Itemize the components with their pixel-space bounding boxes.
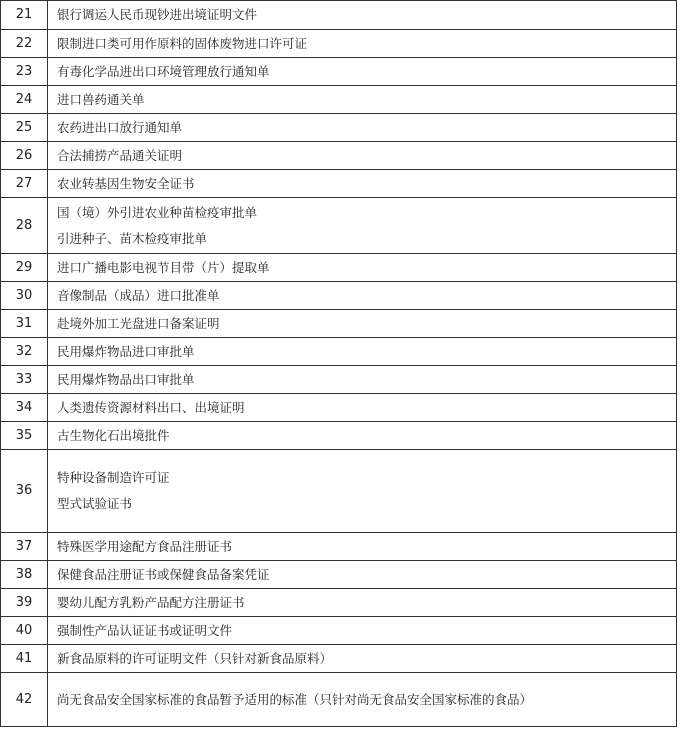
document-name: 民用爆炸物品进口审批单: [57, 343, 195, 359]
row-number: 24: [1, 86, 48, 114]
row-number: 29: [1, 254, 48, 282]
document-name-cell: [48, 645, 677, 673]
document-name-cell: [48, 58, 677, 86]
document-name: 古生物化石出境批件: [57, 427, 170, 443]
row-number: 41: [1, 645, 48, 673]
document-name-cell: [48, 114, 677, 142]
document-name: 婴幼儿配方乳粉产品配方注册证书: [57, 594, 245, 610]
table-row: [1, 114, 677, 142]
document-name-cell: [48, 282, 677, 310]
document-name: 限制进口类可用作原料的固体废物进口许可证: [57, 35, 308, 51]
document-name-cell: [48, 366, 677, 394]
table-row: [1, 422, 677, 450]
table-row: [1, 198, 677, 254]
table-row: [1, 366, 677, 394]
document-name: 型式试验证书: [57, 496, 133, 511]
row-number: 34: [1, 394, 48, 422]
table-row: [1, 589, 677, 617]
row-number: 37: [1, 533, 48, 561]
document-name-cell: [48, 170, 677, 198]
document-name-cell: [48, 86, 677, 114]
document-name-cell: [48, 1, 677, 30]
table-row: [1, 170, 677, 198]
document-name-cell: [48, 142, 677, 170]
row-number: 21: [1, 1, 48, 30]
document-name-cell: [48, 394, 677, 422]
document-name-cell: [48, 589, 677, 617]
document-name-cell: [48, 617, 677, 645]
document-name: 进口兽药通关单: [57, 91, 145, 107]
row-number: 40: [1, 617, 48, 645]
document-name-cell: [48, 561, 677, 589]
document-name: 民用爆炸物品出口审批单: [57, 371, 195, 387]
document-name-cell: [48, 30, 677, 58]
document-name-cell: [48, 338, 677, 366]
document-name-cell: [48, 198, 677, 254]
row-number: 22: [1, 30, 48, 58]
row-number: 23: [1, 58, 48, 86]
row-number: 26: [1, 142, 48, 170]
row-number: 42: [1, 673, 48, 727]
row-number: 39: [1, 589, 48, 617]
table-row: [1, 450, 677, 533]
document-name: 农业转基因生物安全证书: [57, 175, 195, 191]
document-name: 合法捕捞产品通关证明: [57, 147, 183, 163]
document-name-cell: [48, 422, 677, 450]
row-number: 35: [1, 422, 48, 450]
table-row: [1, 673, 677, 727]
document-name-cell: [48, 673, 677, 727]
document-name-cell: [48, 533, 677, 561]
document-name: 进口广播电影电视节目带（片）提取单: [57, 259, 270, 275]
document-name: 特种设备制造许可证: [57, 470, 170, 485]
table-row: [1, 533, 677, 561]
document-name: 特殊医学用途配方食品注册证书: [57, 538, 233, 554]
table-row: [1, 254, 677, 282]
document-name: 银行调运人民币现钞进出境证明文件: [57, 7, 258, 22]
table-row: [1, 617, 677, 645]
document-name: 新食品原料的许可证明文件（只针对新食品原料）: [57, 650, 333, 666]
document-name: 音像制品（成品）进口批准单: [57, 287, 220, 303]
row-number: 31: [1, 310, 48, 338]
document-name: 强制性产品认证证书或证明文件: [57, 622, 233, 638]
row-number: 38: [1, 561, 48, 589]
table-row: [1, 561, 677, 589]
table-row: [1, 310, 677, 338]
document-name-cell: [48, 254, 677, 282]
table-row: [1, 58, 677, 86]
document-name: 国（境）外引进农业种苗检疫审批单: [57, 204, 258, 220]
table-row: [1, 645, 677, 673]
document-name: 引进种子、苗木检疫审批单: [57, 230, 208, 246]
table-row: [1, 338, 677, 366]
document-name-cell: [48, 310, 677, 338]
document-name: 保健食品注册证书或保健食品备案凭证: [57, 566, 270, 582]
table-row: [1, 142, 677, 170]
table-row: [1, 86, 677, 114]
table-row: [1, 30, 677, 58]
document-name: 人类遗传资源材料出口、出境证明: [57, 399, 245, 415]
row-number: 36: [1, 450, 48, 533]
document-name-cell: [48, 450, 677, 533]
table-row: [1, 282, 677, 310]
document-name: 尚无食品安全国家标准的食品暂予适用的标准（只针对尚无食品安全国家标准的食品）: [57, 691, 533, 707]
row-number: 30: [1, 282, 48, 310]
document-name: 农药进出口放行通知单: [57, 119, 183, 135]
document-name: 有毒化学品进出口环境管理放行通知单: [57, 63, 270, 79]
row-number: 32: [1, 338, 48, 366]
document-name: 赴境外加工光盘进口备案证明: [57, 315, 220, 331]
row-number: 33: [1, 366, 48, 394]
row-number: 25: [1, 114, 48, 142]
row-number: 27: [1, 170, 48, 198]
row-number: 28: [1, 198, 48, 254]
table-row: [1, 394, 677, 422]
table-row: [1, 1, 677, 30]
